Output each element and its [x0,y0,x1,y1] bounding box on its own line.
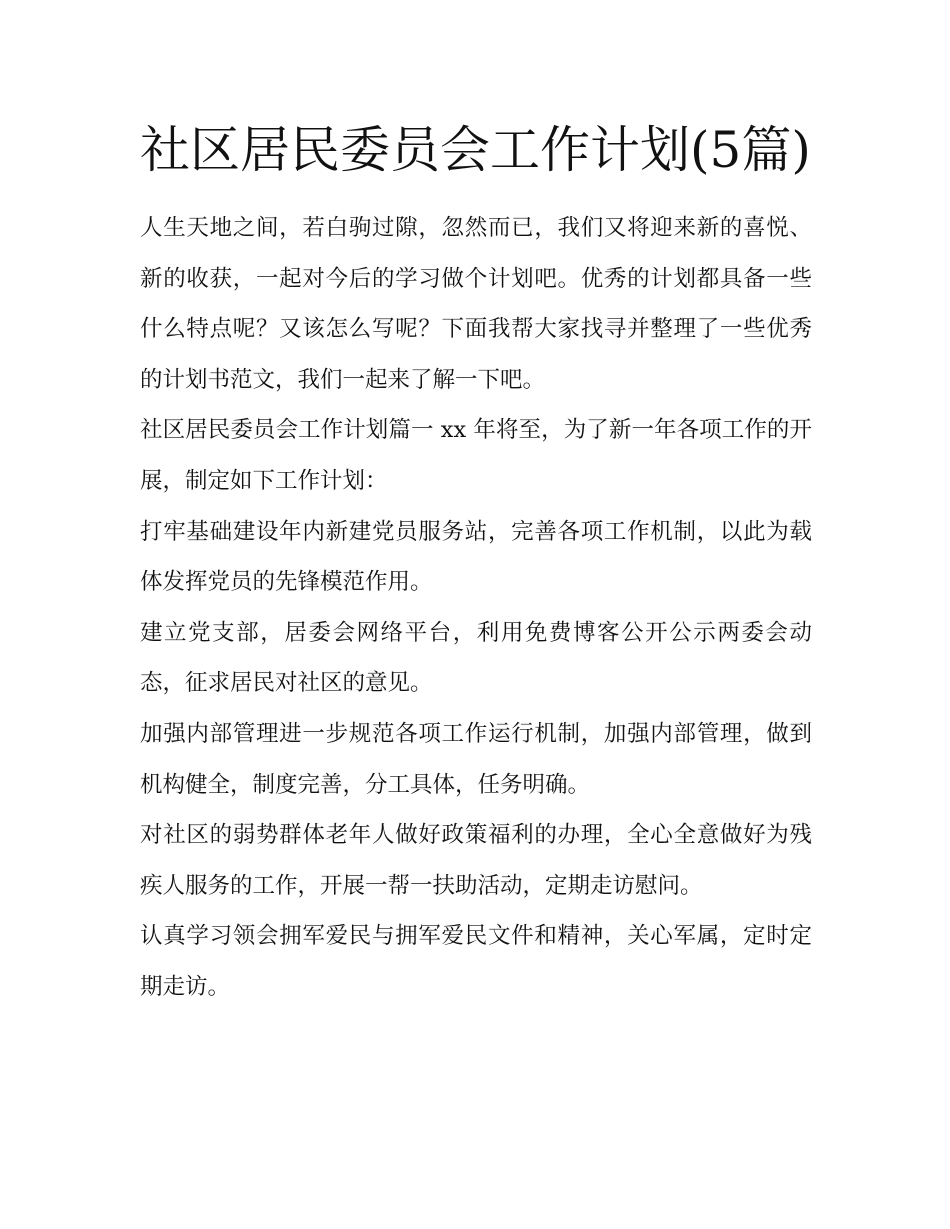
intro-paragraph: 人生天地之间，若白驹过隙，忽然而已，我们又将迎来新的喜悦、新的收获，一起对今后的学习做个计划吧。优秀的计划都具备一些什么特点呢？又该怎么写呢？下面我帮大家找寻并整理了一些优秀的计划书范文，我们一起来了解一下吧。 [140,215,812,393]
military-support-paragraph: 认真学习领会拥军爱民与拥军爱民文件和精神，关心军属，定时定期走访。 [140,923,812,1000]
internal-management-paragraph: 加强内部管理进一步规范各项工作运行机制，加强内部管理，做到机构健全，制度完善，分工具体，任务明确。 [140,720,812,798]
document-body [140,203,812,1013]
party-branch-paragraph: 建立党支部，居委会网络平台，利用免费博客公开公示两委会动态，征求居民对社区的意见。 [140,619,812,697]
foundation-paragraph: 打牢基础建设年内新建党员服务站，完善各项工作机制，以此为载体发挥党员的先锋模范作用。 [140,518,812,596]
vulnerable-groups-paragraph: 对社区的弱势群体老年人做好政策福利的办理，全心全意做好为残疾人服务的工作，开展一帮一扶助活动，定期走访慰问。 [140,822,812,899]
document-content [140,112,812,1013]
plan-intro-paragraph: 社区居民委员会工作计划篇一 xx 年将至，为了新一年各项工作的开展，制定如下工作计划： [140,417,812,494]
document-title: 社区居民委员会工作计划(5篇) [140,121,811,179]
